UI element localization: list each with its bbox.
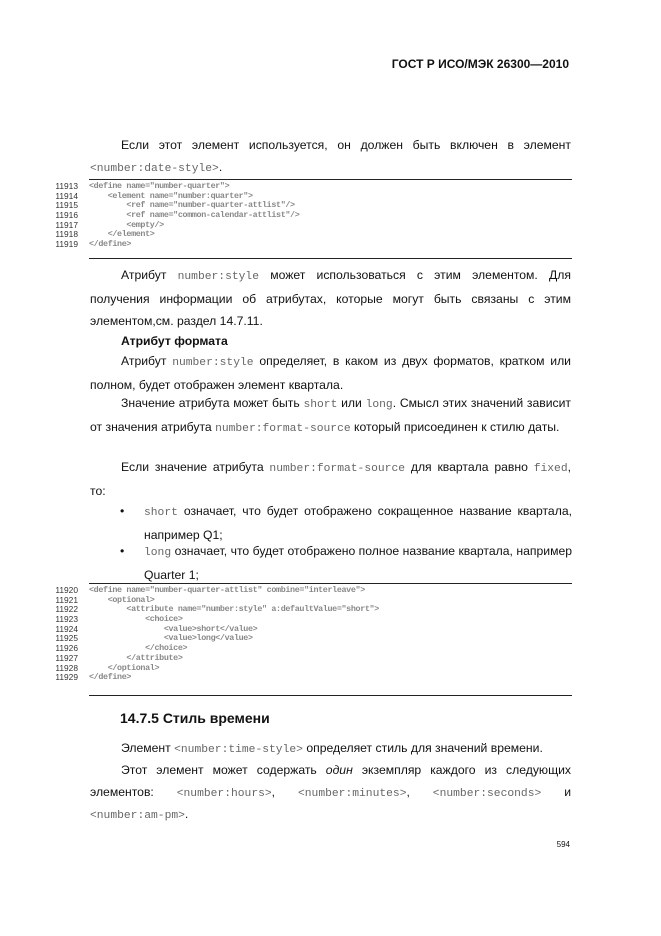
paragraph-usage <box>90 134 571 156</box>
line-number: 11925 <box>55 633 78 644</box>
text-emphasis: один <box>325 763 353 777</box>
code-text: <choice> <box>89 614 183 625</box>
text: экземпляр каждого из следующих элементов: <box>90 763 571 799</box>
code-rule-top <box>89 179 572 180</box>
code-inline: <number:seconds> <box>432 788 542 800</box>
text: Атрибут <box>121 354 167 368</box>
line-number: 11920 <box>55 585 78 595</box>
line-number: 11928 <box>55 662 78 673</box>
code-inline: fixed <box>533 463 568 475</box>
line-number: 11915 <box>55 200 78 211</box>
code-line <box>48 240 299 250</box>
code-text: <element name="number:quarter"> <box>89 190 253 201</box>
paragraph-text: Если этот элемент используется, он должен быть включен в элемент <box>121 138 571 152</box>
code-text: <optional> <box>89 594 155 605</box>
paragraph-contents: Этот элемент может содержать один экземпляр каждого из следующих элементов: <number:hours>, <number:minutes>, <number:seconds> и <box>90 763 572 800</box>
text: Элемент <box>121 741 171 755</box>
code-text: <attribute name="number:style" a:defaultValue="short"> <box>89 604 379 615</box>
bullet-icon: • <box>120 504 125 518</box>
bullet-icon: • <box>120 544 125 558</box>
line-number: 11926 <box>55 643 78 654</box>
code-inline: <number:hours> <box>176 788 272 800</box>
line-number: 11927 <box>55 652 78 663</box>
line-number: 11919 <box>55 239 78 250</box>
code-line <box>48 230 299 240</box>
paragraph-usage-cont <box>90 156 571 180</box>
code-text: <empty/> <box>89 219 164 230</box>
text: Этот элемент может содержать <box>121 763 317 777</box>
text: Атрибут <box>121 268 167 282</box>
code-inline: <number:time-style> <box>174 744 303 756</box>
code-text: </choice> <box>89 643 188 654</box>
text: означает, что будет отображено сокращенное название квартала, например Q1; <box>144 504 572 542</box>
paragraph-fixed <box>90 456 571 502</box>
code-inline: number:format-source <box>215 423 351 435</box>
code-text: <define name="number-quarter-attlist" combine="interleave"> <box>89 585 365 595</box>
code-inline: long <box>144 547 172 559</box>
line-number: 11916 <box>55 210 78 221</box>
code-text: </optional> <box>89 662 160 673</box>
punctuation: . <box>184 807 189 821</box>
code-listing-1 <box>48 182 299 250</box>
paragraph-style-attr <box>90 264 571 332</box>
code-inline: <number:minutes> <box>298 788 407 800</box>
line-number: 11923 <box>55 614 78 625</box>
text: Значение атрибута может быть <box>121 396 300 410</box>
line-number: 11914 <box>55 190 78 201</box>
code-text: <ref name="number-quarter-attlist"/> <box>89 200 295 211</box>
list-item <box>120 540 572 586</box>
code-text: </define> <box>89 239 132 250</box>
code-inline: <number:date-style> <box>90 163 219 175</box>
line-number: 11913 <box>55 181 78 191</box>
text: Если значение атрибута <box>121 460 264 474</box>
text: или <box>341 396 362 410</box>
text: определяет стиль для значений времени. <box>306 741 543 755</box>
text: для квартала равно <box>410 460 528 474</box>
code-inline: long <box>365 399 393 411</box>
line-number: 11921 <box>55 594 78 605</box>
code-listing-2 <box>48 586 379 683</box>
code-text: </define> <box>89 672 132 683</box>
text: который присоединен к стилю даты. <box>354 420 560 434</box>
subheading: Атрибут формата <box>121 334 228 348</box>
code-line <box>48 221 299 231</box>
code-text: </element> <box>89 229 155 240</box>
code-text: <define name="number-quarter"> <box>89 181 230 191</box>
paragraph-contents-cont <box>90 803 571 827</box>
document-header: ГОСТ Р ИСО/МЭК 26300—2010 <box>391 57 569 71</box>
text: означает, что будет отображено полное название квартала, например Quarter 1; <box>144 544 572 582</box>
code-text: <ref name="common-calendar-attlist"/> <box>89 210 300 221</box>
code-inline: short <box>303 399 338 411</box>
text: может использоваться с этим элементом. Для получения информации об атрибутах, которые могут быть связаны с этим элементом,см. раздел 14.7.11. <box>90 268 571 328</box>
text: , то: <box>90 460 571 498</box>
code-line <box>48 211 299 221</box>
code-text: <value>long</value> <box>89 633 253 644</box>
text: . Смысл этих значений зависит от значения атрибута <box>90 396 572 434</box>
paragraph-time-style <box>90 737 571 761</box>
line-number: 11917 <box>55 219 78 230</box>
code-text: <value>short</value> <box>89 623 258 634</box>
text: определяет, в каком из двух форматов, кратком или полном, будет отображен элемент квартала. <box>90 354 571 392</box>
code-rule-bottom <box>89 258 572 259</box>
punctuation: . <box>218 160 223 174</box>
code-text: </attribute> <box>89 652 183 663</box>
code-rule-top <box>89 583 572 584</box>
section-heading: 14.7.5 Стиль времени <box>120 710 270 726</box>
paragraph-format <box>90 350 571 396</box>
code-inline: short <box>144 507 178 519</box>
line-number: 11918 <box>55 229 78 240</box>
line-number: 11924 <box>55 623 78 634</box>
text: и <box>564 785 572 799</box>
page-number: 594 <box>556 840 570 849</box>
code-rule-bottom <box>89 695 572 696</box>
code-inline: <number:am-pm> <box>90 810 185 822</box>
line-number: 11929 <box>55 672 78 683</box>
code-inline: number:style <box>177 271 259 283</box>
code-inline: number:style <box>172 357 254 369</box>
paragraph-values <box>90 392 571 440</box>
code-inline: number:format-source <box>269 463 406 475</box>
code-line <box>48 673 379 683</box>
line-number: 11922 <box>55 604 78 615</box>
